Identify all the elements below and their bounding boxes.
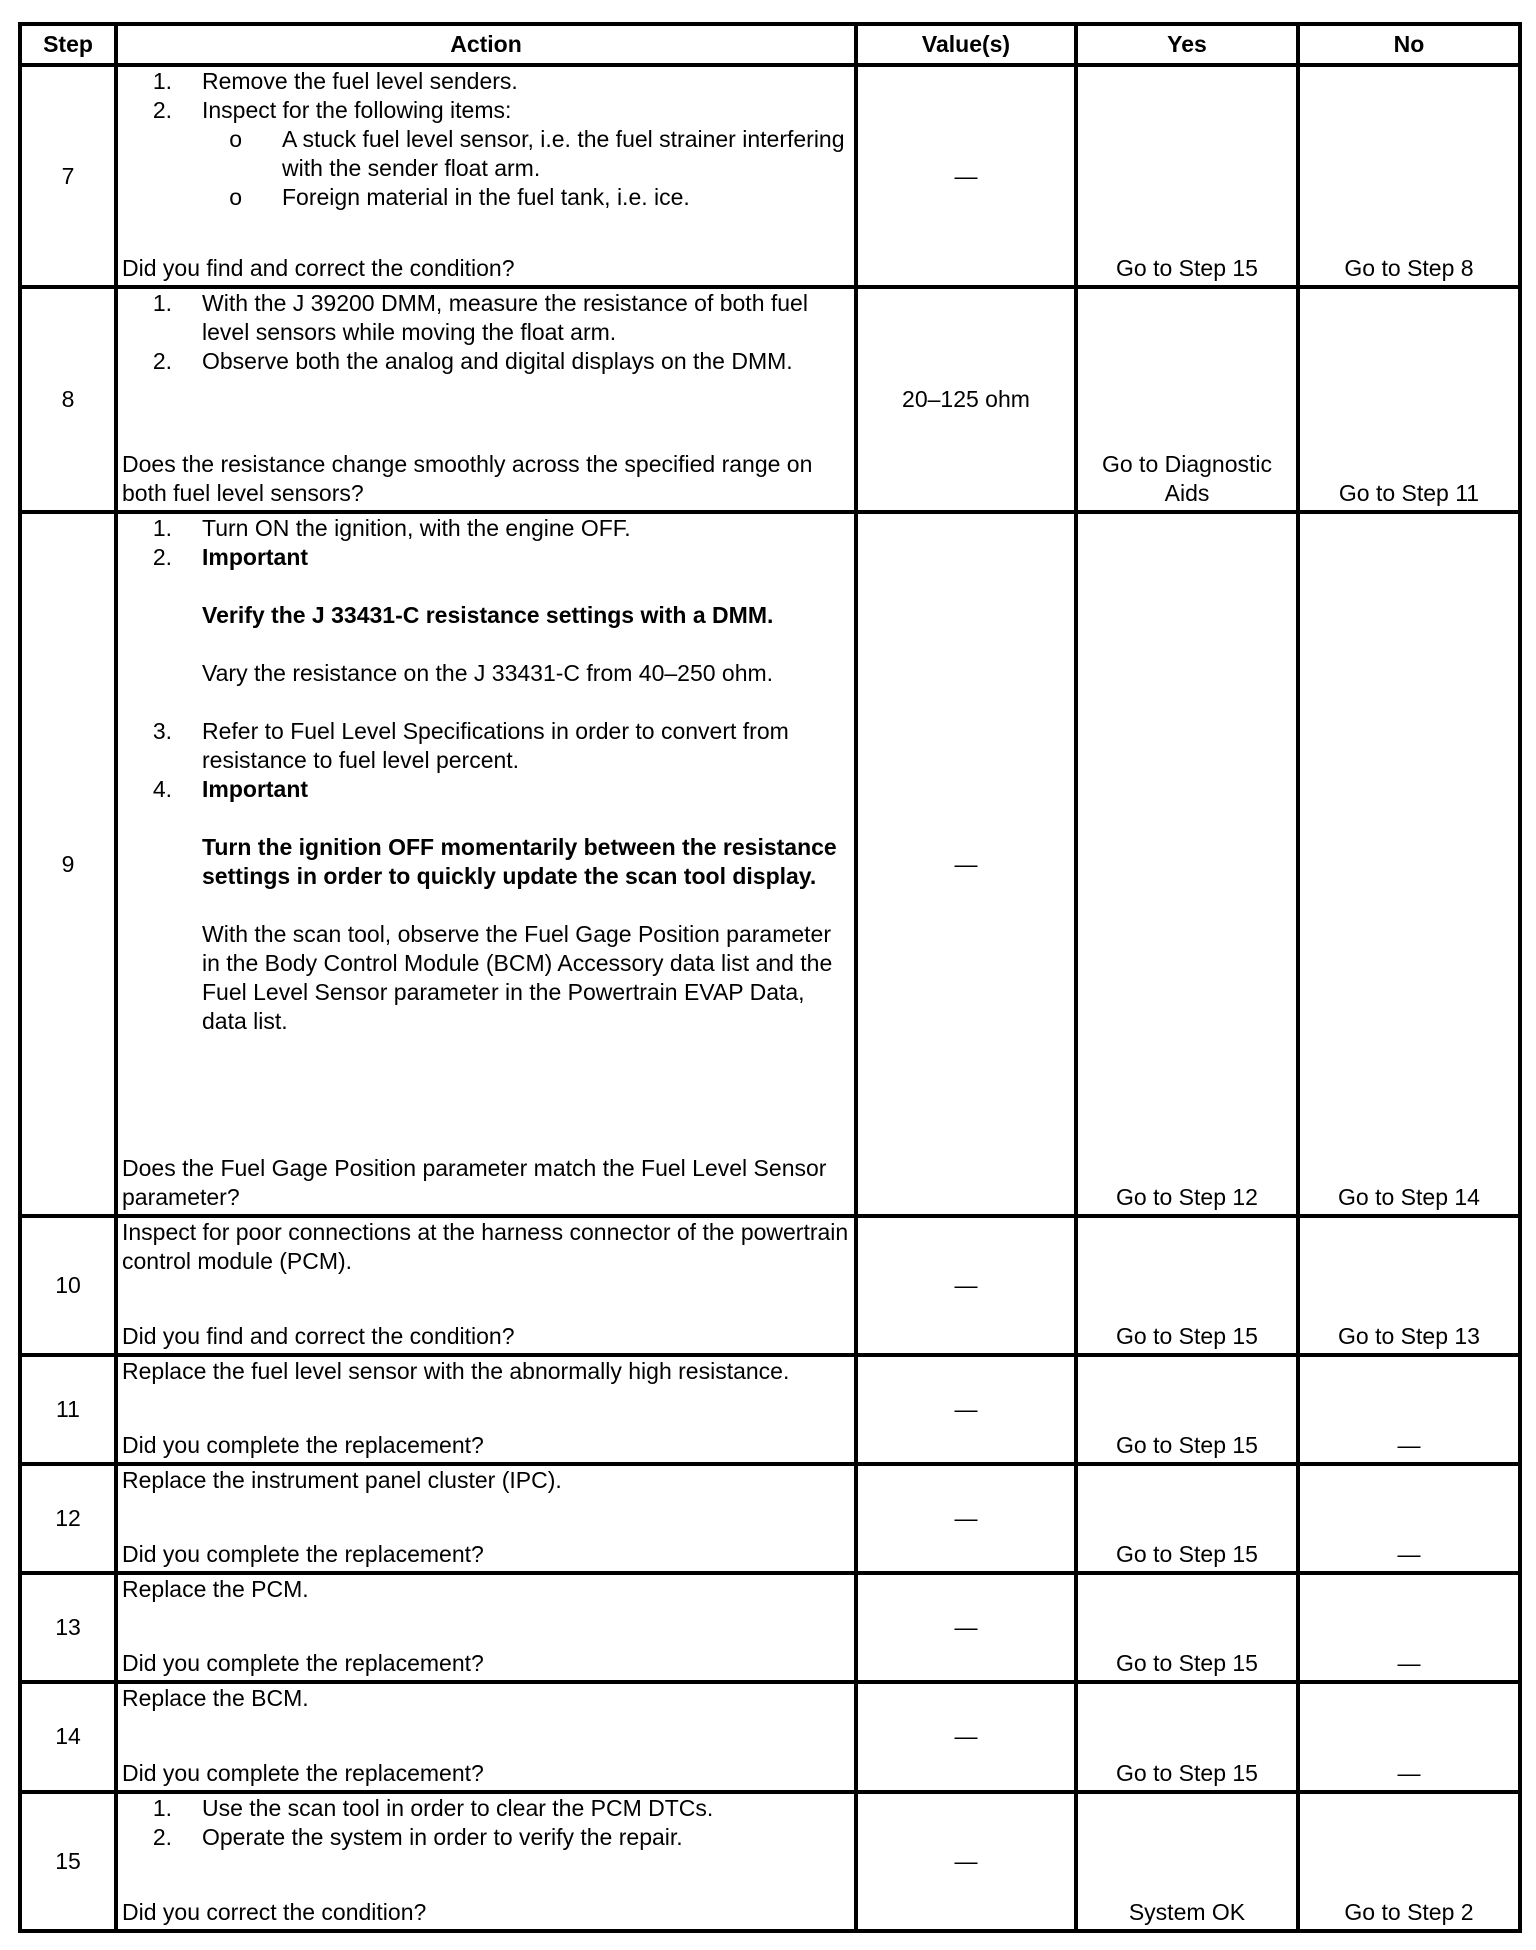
table-row <box>20 1573 1520 1682</box>
no-action: Go to Step 2 <box>1344 1899 1474 1925</box>
question-text: Did you complete the replacement? <box>122 1431 484 1458</box>
action-steps <box>122 289 850 376</box>
action-step <box>122 717 850 775</box>
yes-action: Go to Step 15 <box>1116 255 1258 282</box>
step-index: 1. <box>152 68 172 94</box>
table-row <box>20 1355 1520 1464</box>
no-cell <box>1298 1792 1520 1931</box>
yes-cell <box>1076 1573 1298 1682</box>
step-index: 2. <box>152 1823 172 1850</box>
action-cell <box>116 65 856 287</box>
question-text: Did you complete the replacement? <box>122 1759 484 1786</box>
value-cell: — <box>856 1355 1076 1464</box>
no-cell <box>1298 65 1520 287</box>
action-cell <box>116 512 856 1217</box>
important-note: Turn the ignition OFF momentarily between the resistance settings in order to quickly update the scan tool display. <box>202 833 837 889</box>
step-number: 15 <box>20 1792 116 1931</box>
no-action: Go to Step 11 <box>1338 479 1480 506</box>
action-steps <box>122 67 850 212</box>
question-text: Does the resistance change smoothly across the specified range on both fuel level sensors? <box>122 450 813 506</box>
value-cell: — <box>856 512 1076 1217</box>
step-number: 12 <box>20 1464 116 1573</box>
action-step <box>122 96 850 125</box>
no-cell <box>1298 1216 1520 1354</box>
step-number: 8 <box>20 287 116 511</box>
step-text: Remove the fuel level senders. <box>202 68 518 94</box>
yes-cell <box>1076 512 1298 1217</box>
step-number: 13 <box>20 1573 116 1682</box>
yes-cell <box>1076 1355 1298 1464</box>
step-number: 9 <box>20 512 116 1217</box>
action-steps <box>122 1794 850 1852</box>
yes-action: System OK <box>1128 1899 1246 1925</box>
no-cell <box>1298 512 1520 1217</box>
header-step: Step <box>20 24 116 65</box>
no-cell <box>1298 1573 1520 1682</box>
action-content <box>118 1575 854 1680</box>
step-index: 4. <box>152 775 172 802</box>
yes-action: Go to Step 15 <box>1116 1759 1258 1786</box>
no-action: — <box>1397 1759 1421 1786</box>
action-step <box>122 67 850 96</box>
yes-cell <box>1076 1792 1298 1931</box>
action-cell <box>116 1355 856 1464</box>
step-text: Important <box>202 775 309 802</box>
action-content <box>118 1684 854 1789</box>
header-action: Action <box>116 24 856 65</box>
yes-cell <box>1076 65 1298 287</box>
diagnostic-table <box>18 22 1522 1933</box>
question-text: Did you correct the condition? <box>122 1899 427 1925</box>
no-action: Go to Step 13 <box>1338 1322 1480 1349</box>
no-action: — <box>1397 1431 1421 1458</box>
sub-item-text: A stuck fuel level sensor, i.e. the fuel strainer interfering with the sender float arm. <box>282 126 845 181</box>
bullet-icon: o <box>229 126 242 152</box>
step-number: 10 <box>20 1216 116 1354</box>
action-content <box>118 1794 854 1929</box>
header-values: Value(s) <box>856 24 1076 65</box>
action-text: Replace the fuel level sensor with the abnormally high resistance. <box>122 1357 790 1384</box>
action-step <box>122 1823 850 1852</box>
step-number: 7 <box>20 65 116 287</box>
no-action: Go to Step 14 <box>1338 1184 1480 1211</box>
value-cell: — <box>856 1792 1076 1931</box>
yes-action: Go to Step 15 <box>1116 1650 1258 1677</box>
yes-action: Go to Step 15 <box>1116 1541 1258 1568</box>
no-cell <box>1298 1682 1520 1791</box>
action-content <box>118 67 854 285</box>
action-text: Replace the instrument panel cluster (IPC). <box>122 1466 562 1493</box>
action-content <box>118 514 854 1215</box>
step-text: With the J 39200 DMM, measure the resistance of both fuel level sensors while moving the float arm. <box>202 290 808 346</box>
table-row <box>20 1216 1520 1354</box>
step-index: 1. <box>152 290 172 317</box>
no-cell <box>1298 1355 1520 1464</box>
action-step <box>122 775 850 804</box>
step-number: 14 <box>20 1682 116 1791</box>
step-number: 11 <box>20 1355 116 1464</box>
question-text: Did you complete the replacement? <box>122 1541 484 1568</box>
no-cell <box>1298 287 1520 511</box>
step-index: 1. <box>152 514 172 541</box>
question-text: Did you complete the replacement? <box>122 1650 484 1677</box>
value-cell: — <box>856 1573 1076 1682</box>
value-cell: — <box>856 1464 1076 1573</box>
action-content <box>118 1357 854 1462</box>
yes-action: Go to Step 15 <box>1116 1431 1258 1458</box>
action-step <box>122 289 850 347</box>
important-note: Verify the J 33431-C resistance settings with a DMM. <box>202 601 774 628</box>
header-no: No <box>1298 24 1520 65</box>
no-cell <box>1298 1464 1520 1573</box>
step-text: Use the scan tool in order to clear the PCM DTCs. <box>202 1794 714 1821</box>
table-row <box>20 287 1520 511</box>
step-index: 2. <box>152 348 172 375</box>
action-cell <box>116 1464 856 1573</box>
action-steps <box>122 514 850 1065</box>
bullet-icon: o <box>229 184 242 210</box>
step-index: 2. <box>152 543 172 570</box>
question-text: Does the Fuel Gage Position parameter match the Fuel Level Sensor parameter? <box>122 1155 827 1211</box>
header-yes: Yes <box>1076 24 1298 65</box>
table-row <box>20 65 1520 287</box>
value-cell: — <box>856 1682 1076 1791</box>
step-text: Important <box>202 543 309 570</box>
sub-item <box>222 183 850 212</box>
action-cell <box>116 1792 856 1931</box>
step-text: Inspect for the following items: <box>202 97 512 123</box>
action-text: Replace the PCM. <box>122 1576 309 1603</box>
yes-action: Go to Step 15 <box>1116 1322 1258 1349</box>
no-action: — <box>1397 1650 1421 1677</box>
step-note: Vary the resistance on the J 33431-C from 40–250 ohm. <box>202 659 774 686</box>
action-step <box>122 347 850 376</box>
step-index: 1. <box>152 1794 172 1821</box>
step-index: 2. <box>152 97 172 123</box>
question-text: Did you find and correct the condition? <box>122 255 515 282</box>
action-text: Replace the BCM. <box>122 1685 309 1712</box>
step-text: Operate the system in order to verify the repair. <box>202 1823 683 1850</box>
action-step <box>122 1794 850 1823</box>
action-content <box>118 1466 854 1571</box>
header-row <box>20 24 1520 65</box>
action-step <box>122 543 850 572</box>
step-text: Refer to Fuel Level Specifications in order to convert from resistance to fuel level percent. <box>202 717 789 773</box>
table-row <box>20 512 1520 1217</box>
action-text: Inspect for poor connections at the harness connector of the powertrain control module (PCM). <box>122 1219 849 1275</box>
action-cell <box>116 287 856 511</box>
action-content <box>118 1218 854 1352</box>
value-cell: — <box>856 65 1076 287</box>
table-row <box>20 1792 1520 1931</box>
action-cell <box>116 1682 856 1791</box>
yes-action: Go to Step 12 <box>1116 1184 1258 1211</box>
action-cell <box>116 1573 856 1682</box>
yes-cell <box>1076 1682 1298 1791</box>
table-row <box>20 1682 1520 1791</box>
sub-item-text: Foreign material in the fuel tank, i.e. ice. <box>282 184 690 210</box>
step-index: 3. <box>152 717 172 744</box>
no-action: — <box>1397 1541 1421 1568</box>
sub-item <box>222 125 850 183</box>
yes-cell <box>1076 287 1298 511</box>
question-text: Did you find and correct the condition? <box>122 1322 515 1349</box>
yes-cell <box>1076 1464 1298 1573</box>
step-text: Observe both the analog and digital displays on the DMM. <box>202 348 793 375</box>
step-text: Turn ON the ignition, with the engine OFF. <box>202 514 631 541</box>
no-action: Go to Step 8 <box>1344 255 1474 282</box>
step-note: With the scan tool, observe the Fuel Gage Position parameter in the Body Control Module (BCM) Accessory data list and the Fuel Level Sensor parameter in the Powertrain EVAP Data, data list. <box>202 920 833 1034</box>
action-content <box>118 289 854 509</box>
action-step <box>122 514 850 543</box>
value-cell: 20–125 ohm <box>856 287 1076 511</box>
yes-action: Go to Diagnostic Aids <box>1101 450 1273 506</box>
action-cell <box>116 1216 856 1354</box>
yes-cell <box>1076 1216 1298 1354</box>
value-cell: — <box>856 1216 1076 1354</box>
table-row <box>20 1464 1520 1573</box>
